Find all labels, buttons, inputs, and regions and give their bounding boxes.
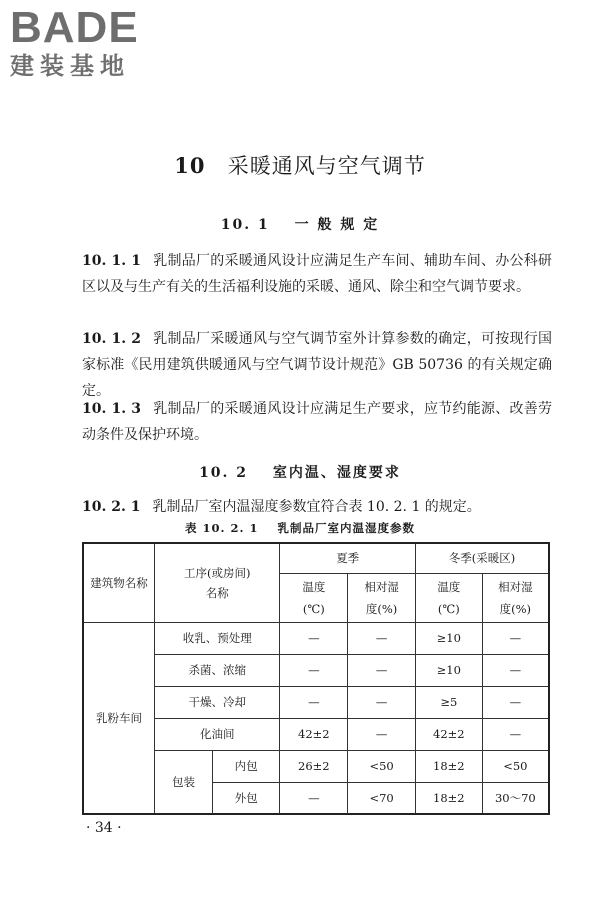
clause-number: 10. 1. 1 [82,253,141,269]
cell-value: — [482,622,549,654]
cell-process: 杀菌、浓缩 [155,654,280,686]
cell-value: — [280,686,348,718]
cell-value: 42±2 [415,718,482,750]
header-summer: 夏季 [280,543,415,573]
cell-value: ≥10 [415,622,482,654]
cell-value: — [280,782,348,814]
cell-value: — [280,654,348,686]
section-title: 室内温、湿度要求 [272,465,401,481]
cell-value: — [482,686,549,718]
cell-building: 乳粉车间 [83,622,155,814]
section-number: 10. 1 [220,217,270,233]
section-number: 10. 2 [199,465,249,481]
section-heading [0,214,600,234]
header-winter: 冬季(采暖区) [415,543,549,573]
header-building: 建筑物名称 [83,543,155,622]
chapter-title [0,150,600,180]
chapter-name: 采暖通风与空气调节 [227,154,426,178]
clause-paragraph [82,396,552,448]
table-header-row [83,543,549,573]
cell-value: — [348,686,416,718]
table-row [83,622,549,654]
clause-paragraph [82,494,552,520]
clause-text: 乳制品厂室内温湿度参数宜符合表 10. 2. 1 的规定。 [152,499,481,515]
cell-packaging: 包装 [155,750,213,814]
cell-value: 26±2 [280,750,348,782]
logo-wordmark: BADE [10,3,139,52]
header-winter-temp: 温度 (℃) [415,573,482,622]
cell-process: 收乳、预处理 [155,622,280,654]
cell-value: — [482,654,549,686]
cell-process: 干燥、冷却 [155,686,280,718]
temperature-humidity-table [82,542,550,815]
clause-text: 乳制品厂的采暖通风设计应满足生产要求，应节约能源、改善劳动条件及保护环境。 [82,401,552,443]
cell-value: 18±2 [415,782,482,814]
cell-value: <70 [348,782,416,814]
cell-process: 外包 [212,782,280,814]
page-number: · 34 · [86,820,122,836]
cell-value: ≥5 [415,686,482,718]
cell-value: — [280,622,348,654]
clause-text: 乳制品厂采暖通风与空气调节室外计算参数的确定，可按现行国家标准《民用建筑供暖通风与空气调节设计规范》GB 50736 的有关规定确定。 [82,331,552,399]
brand-logo [10,3,180,80]
cell-value: 42±2 [280,718,348,750]
logo-subtitle: 建装基地 [10,52,130,80]
cell-value: — [348,718,416,750]
cell-process: 内包 [212,750,280,782]
cell-value: — [348,622,416,654]
cell-value: 30～70 [482,782,549,814]
clause-paragraph [82,248,552,300]
section-heading [0,462,600,482]
cell-value: 18±2 [415,750,482,782]
cell-process: 化油间 [155,718,280,750]
header-summer-temp: 温度 (℃) [280,573,348,622]
clause-paragraph [82,326,552,404]
header-summer-humidity: 相对湿 度(%) [348,573,416,622]
clause-number: 10. 2. 1 [82,499,141,515]
table-caption-number: 表 10. 2. 1 [184,521,259,535]
clause-number: 10. 1. 2 [82,331,141,347]
cell-value: <50 [348,750,416,782]
clause-text: 乳制品厂的采暖通风设计应满足生产车间、辅助车间、办公科研区以及与生产有关的生活福利设施的采暖、通风、除尘和空气调节要求。 [82,253,552,295]
cell-value: <50 [482,750,549,782]
clause-number: 10. 1. 3 [82,401,141,417]
cell-value: ≥10 [415,654,482,686]
header-process: 工序(或房间) 名称 [155,543,280,622]
cell-value: — [348,654,416,686]
header-winter-humidity: 相对湿 度(%) [482,573,549,622]
table-caption-title: 乳制品厂室内温湿度参数 [277,521,416,535]
section-title: 一 般 规 定 [294,217,380,233]
table-caption [0,520,600,536]
chapter-number: 10 [174,153,206,178]
cell-value: — [482,718,549,750]
